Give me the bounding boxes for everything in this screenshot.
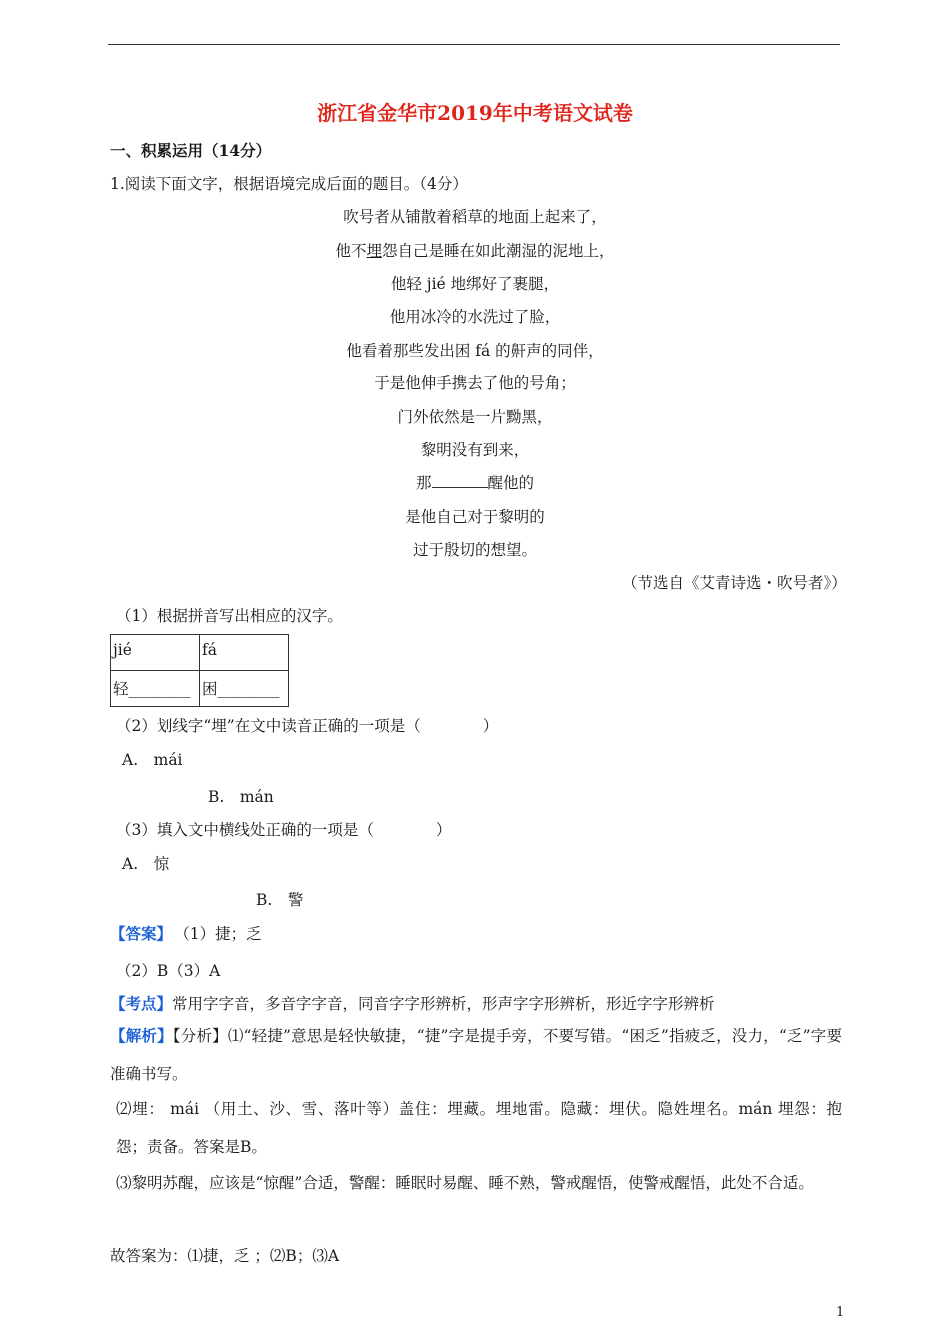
section-heading: 一、积累运用（14分） <box>110 141 272 160</box>
source-citation: （节选自《艾青诗选・吹号者》） <box>622 574 847 592</box>
subquestion-3: （3）填入文中横线处正确的一项是（ ） <box>116 821 452 839</box>
analysis-paragraph <box>110 1017 842 1093</box>
table-cell <box>111 635 200 671</box>
poem-line: 他轻 jié 地绑好了裹腿， <box>390 275 560 293</box>
poem-line <box>0 471 950 493</box>
pinyin-jie: jié <box>113 641 132 659</box>
page-title: 浙江省金华市2019年中考语文试卷 <box>317 101 633 125</box>
page-number: 1 <box>836 1305 845 1320</box>
analysis-paragraph-2: ⑵埋： mái （用土、沙、雪、落叶等）盖住：埋藏。埋地雷。隐藏：埋伏。隐姓埋名。mán 埋怨：抱怨；责备。答案是B。 <box>116 1100 842 1156</box>
option-b: B. mán <box>208 788 274 806</box>
header-rule <box>108 44 840 45</box>
poem-line: 他用冰冷的水洗过了脸， <box>389 308 561 326</box>
underlined-char: 埋 <box>366 242 382 260</box>
option-a: A. mái <box>122 751 183 769</box>
poem-line: 黎明没有到来， <box>420 441 530 459</box>
fill-blank <box>432 473 488 488</box>
poem-line: 门外依然是一片黝黑， <box>397 408 553 426</box>
final-answer: 故答案为：⑴捷，乏 ；⑵B；⑶A <box>110 1247 340 1265</box>
analysis-paragraph-3: ⑶黎明苏醒，应该是“惊醒”合适，警醒：睡眠时易醒、睡不熟，警戒醒悟，使警戒醒悟，此处不合适。 <box>116 1174 814 1192</box>
pinyin-table <box>110 634 289 707</box>
poem-line: 他看着那些发出困 fá 的鼾声的同伴， <box>346 342 604 360</box>
poem-text: 怨自己是睡在如此潮湿的泥地上， <box>382 242 615 260</box>
answer-text: （1）捷；乏 <box>182 925 262 943</box>
subquestion-2: （2）划线字“埋”在文中读音正确的一项是（ ） <box>116 717 499 735</box>
option-a: A. 惊 <box>122 855 170 873</box>
answer-tag: 【答案】 <box>110 924 173 943</box>
subquestion-1: （1）根据拼音写出相应的汉字。 <box>116 607 343 625</box>
table-cell <box>200 635 289 671</box>
poem-line: 过于殷切的想望。 <box>412 541 537 559</box>
option-b: B. 警 <box>256 891 304 909</box>
answer-blank-2: 困________ <box>202 680 280 698</box>
kaodian-tag: 【考点】 <box>110 994 173 1013</box>
question-stem: 1.阅读下面文字，根据语境完成后面的题目。（4分） <box>110 175 468 193</box>
table-cell <box>111 671 200 707</box>
poem-line <box>0 239 950 261</box>
poem-line: 是他自己对于黎明的 <box>405 508 545 526</box>
kaodian-text: 常用字字音，多音字字音，同音字字形辨析，形声字字形辨析，形近字字形辨析 <box>172 995 715 1013</box>
answer-blank-1: 轻________ <box>113 680 191 698</box>
jiexi-tag: 【解析】 <box>110 1026 173 1045</box>
poem-text: 他不 <box>335 242 367 260</box>
kaodian-line <box>110 992 715 1014</box>
poem-line: 吹号者从铺散着稻草的地面上起来了， <box>343 208 607 226</box>
answer-line-2: （2）B（3）A <box>116 962 221 980</box>
answer-line <box>110 922 262 944</box>
table-cell <box>200 671 289 707</box>
jiexi-text: 【分析】⑴“轻捷”意思是轻快敏捷，“捷”字是提手旁，不要写错。“困乏”指疲乏，没力，“乏”字要准确书写。 <box>110 1027 842 1083</box>
poem-text: 醒他的 <box>487 474 535 492</box>
poem-text: 那 <box>415 474 432 492</box>
pinyin-fa: fá <box>202 641 217 659</box>
poem-line: 于是他伸手携去了他的号角； <box>374 374 576 392</box>
